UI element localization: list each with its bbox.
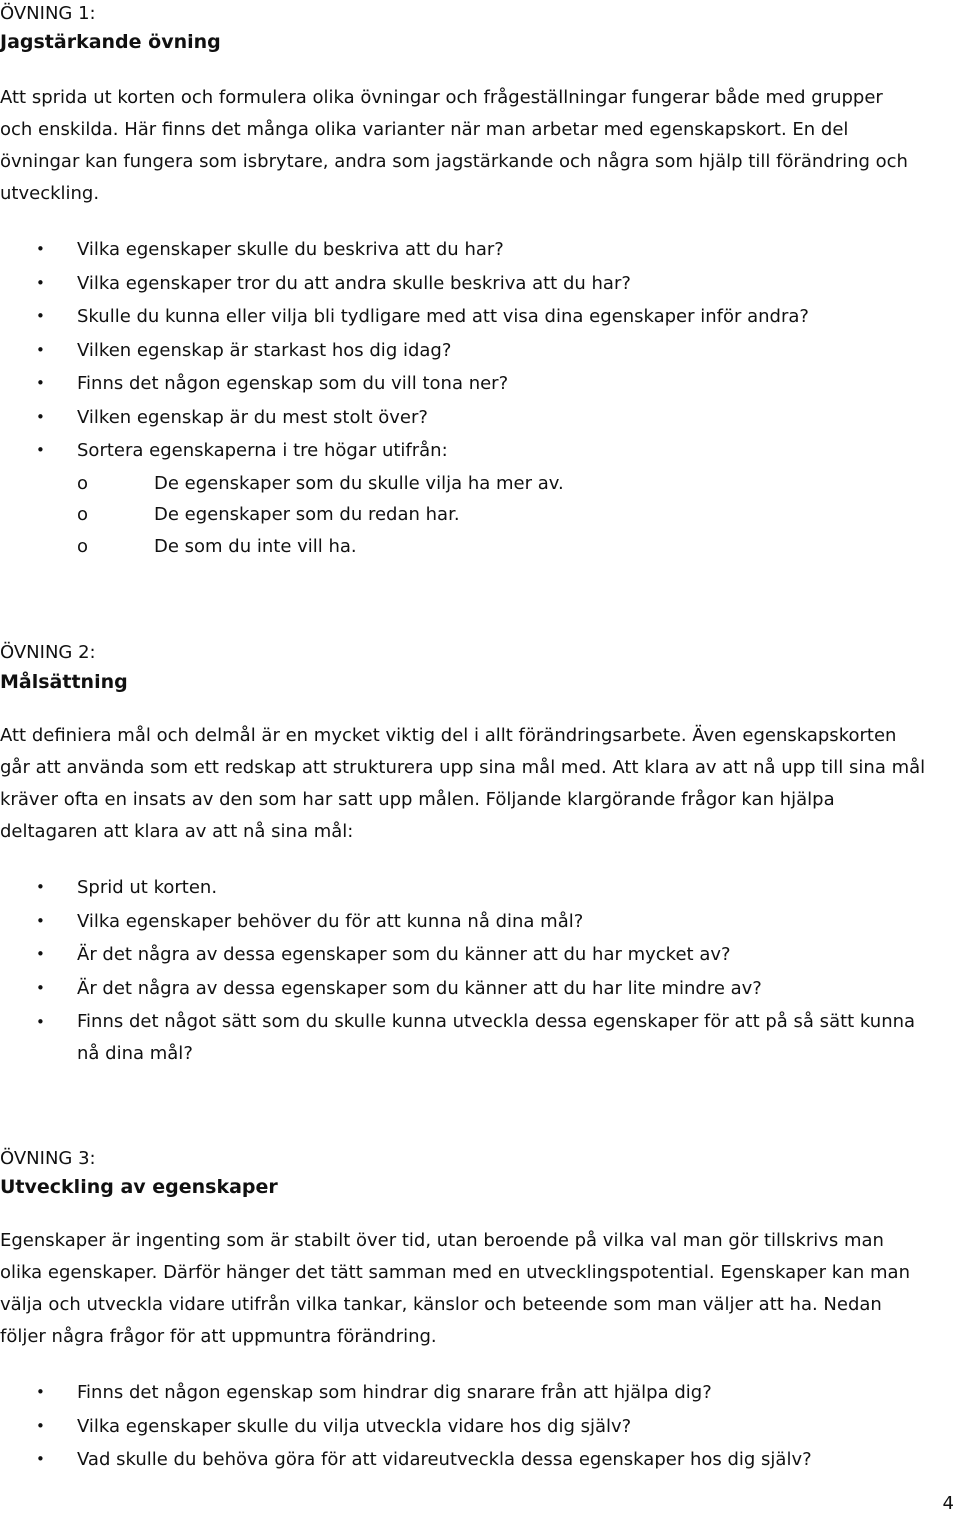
exercise-2-paragraph: Att definiera mål och delmål är en mycket viktig del i allt förändringsarbete. Även egenskapskorten går att använda som ett redskap att strukturera upp sina mål med. Att klara av att nå upp till sina mål kräver ofta en insats av den som har satt upp målen. Följande klargörande frågor kan hjälpa deltagaren att klara av att nå sina mål: [0,725,926,842]
list-item [0,267,955,301]
list-item [0,938,955,972]
sub-list-item [77,531,955,563]
circle-bullet-icon: o [77,535,89,557]
list-item [0,1443,955,1477]
bullet-icon: • [36,240,45,258]
bullet-icon: • [36,1383,45,1401]
list-item-text: Är det några av dessa egenskaper som du känner att du har mycket av? [77,944,731,966]
exercise-3-question-list [0,1376,955,1477]
list-item-text: Sprid ut korten. [77,877,218,898]
sub-list-item-text: De som du inte vill ha. [154,535,357,557]
bullet-icon: • [36,1012,45,1031]
list-item [0,871,955,905]
list-item-text: Finns det någon egenskap som du vill tona ner? [77,373,509,394]
list-item-text: Sortera egenskaperna i tre högar utifrån: [77,440,448,461]
list-item [0,1410,955,1444]
list-item [0,401,955,435]
list-item-text: Vilka egenskaper behöver du för att kunna nå dina mål? [77,910,584,932]
list-item [0,434,955,562]
bullet-icon: • [36,374,45,392]
bullet-icon: • [36,1450,45,1468]
exercise-3-label: ÖVNING 3: [0,1148,96,1169]
sub-list-item-text: De egenskaper som du redan har. [154,504,460,525]
list-item-text: Vilka egenskaper tror du att andra skulle beskriva att du har? [77,272,631,294]
list-item [0,905,955,939]
exercise-2-title: Målsättning [0,671,128,693]
exercise-1-title: Jagstärkande övning [0,31,221,53]
list-item-text: Vilken egenskap är du mest stolt över? [77,406,428,428]
exercise-2-question-list [0,871,955,1070]
sub-list-item [77,499,955,531]
bullet-icon: • [36,340,45,359]
list-item [0,233,955,267]
list-item-text: Finns det något sätt som du skulle kunna utveckla dessa egenskaper för att på så sätt kunna nå dina mål? [77,1010,916,1064]
bullet-icon: • [36,911,45,930]
list-item [0,334,955,368]
list-item-text: Skulle du kunna eller vilja bli tydligare med att visa dina egenskaper inför andra? [77,306,809,327]
list-item [0,300,955,334]
list-item [0,972,955,1006]
list-item-text: Är det några av dessa egenskaper som du känner att du har lite mindre av? [77,978,762,1000]
exercise-1-question-list [0,233,955,562]
list-item-text: Vilka egenskaper skulle du beskriva att du har? [77,239,504,260]
list-item-text: Vilken egenskap är starkast hos dig idag? [77,339,452,361]
exercise-1-label: ÖVNING 1: [0,3,96,24]
list-item-text: Vilka egenskaper skulle du vilja utveckla vidare hos dig själv? [77,1415,632,1437]
sort-pile-list [77,468,955,563]
bullet-icon: • [36,307,45,325]
list-item [0,367,955,401]
page-number: 4 [942,1493,954,1514]
list-item-text: Vad skulle du behöva göra för att vidareutveckla dessa egenskaper hos dig själv? [77,1449,812,1470]
exercise-3-title: Utveckling av egenskaper [0,1176,278,1198]
bullet-icon: • [36,878,45,896]
exercise-2-label: ÖVNING 2: [0,642,96,663]
exercise-1-paragraph: Att sprida ut korten och formulera olika övningar och frågeställningar fungerar både med grupper och enskilda. Här finns det många olika varianter när man arbetar med egenskapskort. En del övningar kan fungera som isbrytare, andra som jagstärkande och några som hjälp till förändring och utveckling. [0,87,908,204]
list-item [0,1006,955,1070]
bullet-icon: • [36,407,45,426]
bullet-icon: • [36,945,45,964]
sub-list-item-text: De egenskaper som du skulle vilja ha mer av. [154,472,564,494]
circle-bullet-icon: o [77,504,89,525]
bullet-icon: • [36,1416,45,1435]
bullet-icon: • [36,273,45,292]
bullet-icon: • [36,979,45,998]
bullet-icon: • [36,441,45,459]
exercise-3-paragraph: Egenskaper är ingenting som är stabilt över tid, utan beroende på vilka val man gör tillskrivs man olika egenskaper. Därför hänger det tätt samman med en utvecklingspotential. Egenskaper kan man välja och utveckla vidare utifrån vilka tankar, känslor och beteende som man väljer att ha. Nedan följer några frågor för att uppmuntra förändring. [0,1230,910,1347]
list-item [0,1376,955,1410]
list-item-text: Finns det någon egenskap som hindrar dig snarare från att hjälpa dig? [77,1382,712,1403]
circle-bullet-icon: o [77,472,89,494]
sub-list-item [77,468,955,500]
